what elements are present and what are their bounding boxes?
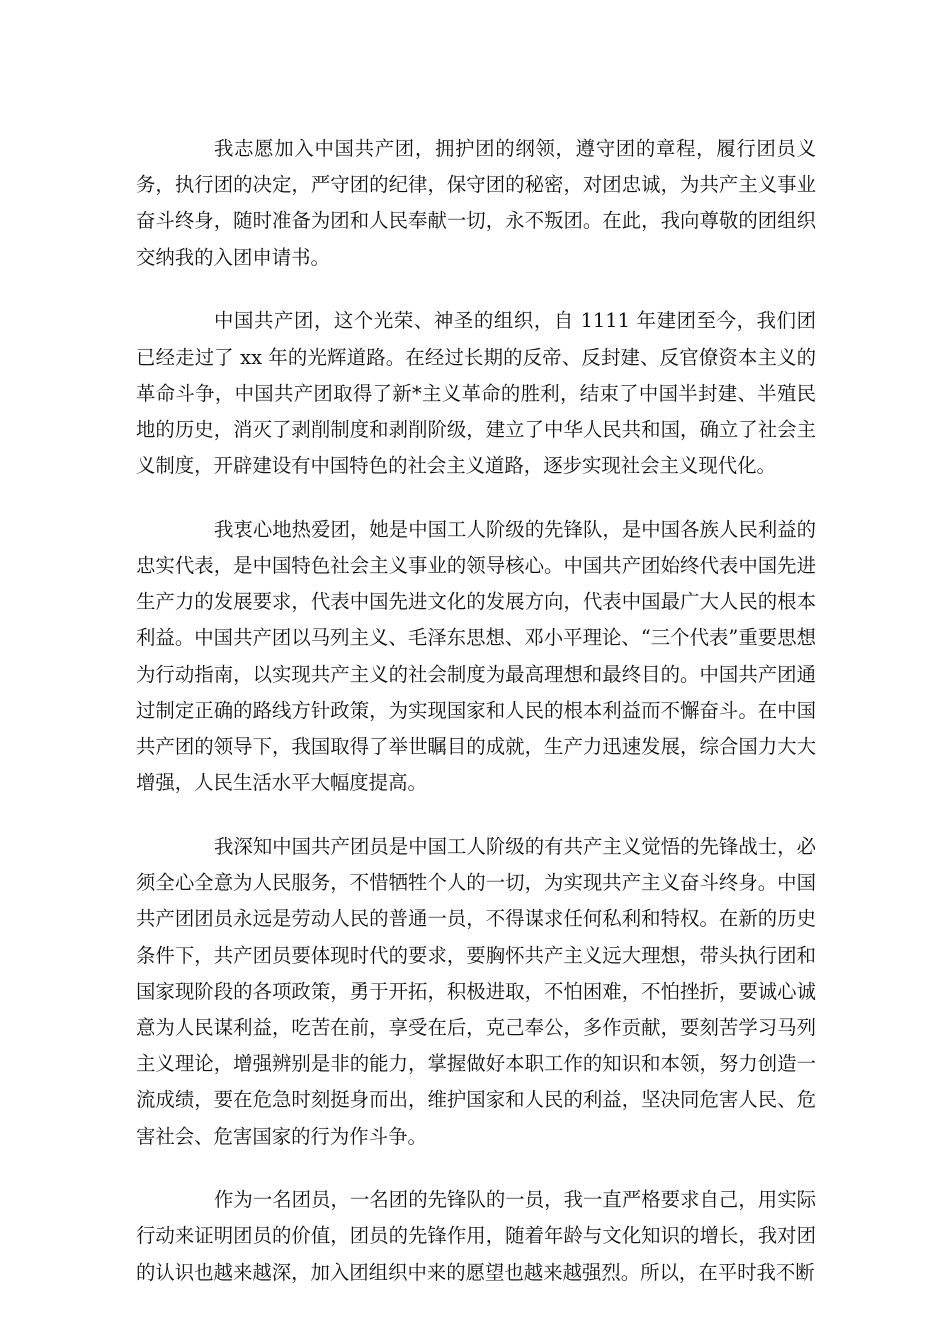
paragraph-3: 我衷心地热爱团，她是中国工人阶级的先锋队，是中国各族人民利益的忠实代表，是中国特色社会主义事业的领导核心。中国共产团始终代表中国先进生产力的发展要求，代表中国先进文化的发展方向，代表中国最广大人民的根本利益。中国共产团以马列主义、毛泽东思想、邓小平理论、“三个代表”重要思想为行动指南，以实现共产主义的社会制度为最高理想和最终目的。中国共产团通过制定正确的路线方针政策，为实现国家和人民的根本利益而不懈奋斗。在中国共产团的领导下，我国取得了举世瞩目的成就，生产力迅速发展，综合国力大大增强，人民生活水平大幅度提高。: [136, 517, 816, 795]
paragraph-1: 我志愿加入中国共产团，拥护团的纲领，遵守团的章程，履行团员义务，执行团的决定，严守团的纪律，保守团的秘密，对团忠诚，为共产主义事业奋斗终身，随时准备为团和人民奉献一切，永不叛团。在此，我向尊敬的团组织交纳我的入团申请书。: [136, 137, 816, 269]
paragraph-5: 作为一名团员，一名团的先锋队的一员，我一直严格要求自己，用实际行动来证明团员的价值，团员的先锋作用，随着年龄与文化知识的增长，我对团的认识也越来越深，加入团组织中来的愿望也越来越强烈。所以，在平时我不断: [136, 1188, 816, 1284]
paragraph-2: 中国共产团，这个光荣、神圣的组织，自 1111 年建团至今，我们团已经走过了 xx 年的光辉道路。在经过长期的反帝、反封建、反官僚资本主义的革命斗争，中国共产团取得了新*主义革命的胜利，结束了中国半封建、半殖民地的历史，消灭了剥削制度和剥削阶级，建立了中华人民共和国，确立了社会主义制度，开辟建设有中国特色的社会主义道路，逐步实现社会主义现代化。: [136, 309, 816, 478]
document-body: [136, 131, 816, 1318]
paragraph-4: 我深知中国共产团员是中国工人阶级的有共产主义觉悟的先锋战士，必须全心全意为人民服务，不惜牺牲个人的一切，为实现共产主义奋斗终身。中国共产团团员永远是劳动人民的普通一员，不得谋求任何私利和特权。在新的历史条件下，共产团员要体现时代的要求，要胸怀共产主义远大理想，带头执行团和国家现阶段的各项政策，勇于开拓，积极进取，不怕困难，不怕挫折，要诚心诚意为人民谋利益，吃苦在前，享受在后，克己奉公，多作贡献，要刻苦学习马列主义理论，增强辨别是非的能力，掌握做好本职工作的知识和本领，努力创造一流成绩，要在危急时刻挺身而出，维护国家和人民的利益，坚决同危害人民、危害社会、危害国家的行为作斗争。: [136, 834, 816, 1148]
